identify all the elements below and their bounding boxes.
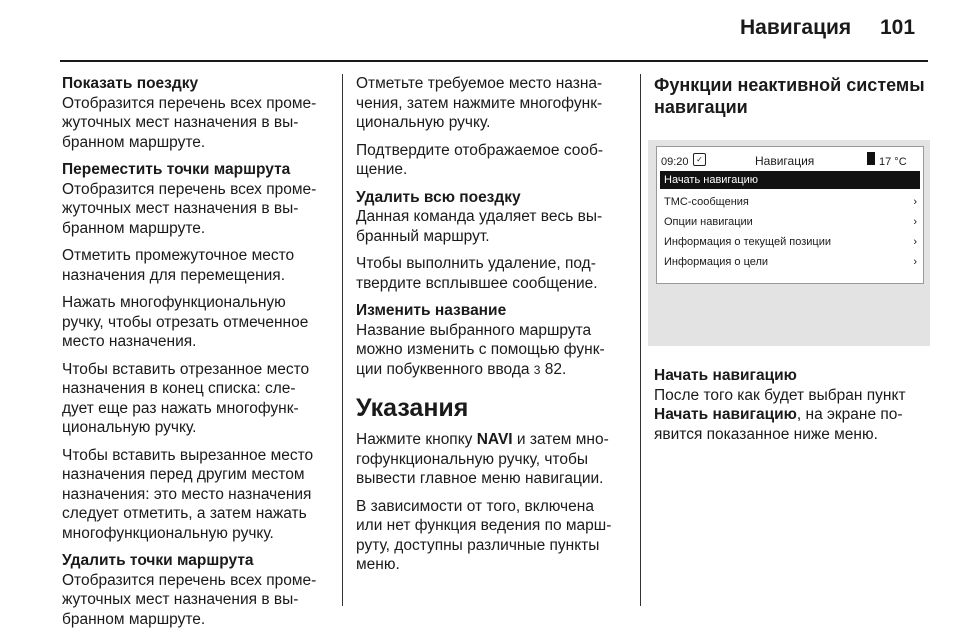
paragraph-text: Чтобы вставить отрезанное место назначения в конец списка: сле- дует еще раз нажать многофунк- циональную ручку. <box>62 360 310 436</box>
column-1 <box>62 74 332 637</box>
paragraph-text: Данная команда удаляет весь вы- бранный маршрут. <box>356 208 603 245</box>
paragraph <box>62 446 332 544</box>
paragraph-text: , на экране по- явится показанное ниже меню. <box>654 406 903 443</box>
menu-item[interactable] <box>664 254 917 270</box>
subheading: Удалить точки маршрута <box>62 552 254 569</box>
chevron-right-icon: › <box>913 236 917 248</box>
column-2 <box>356 74 626 583</box>
navigation-status-icon: ✓ <box>693 153 706 166</box>
paragraph-text: После того как будет выбран пункт <box>654 386 906 404</box>
column-divider <box>640 74 641 606</box>
paragraph <box>654 366 934 444</box>
menu-item[interactable] <box>664 214 917 230</box>
menu-item-label: Опции навигации <box>664 216 753 228</box>
paragraph <box>62 74 332 152</box>
paragraph-text: Отобразится перечень всех проме- жуточных мест назначения в вы- бранном маршруте. <box>62 571 317 628</box>
menu-item-label: Информация о текущей позиции <box>664 236 832 248</box>
paragraph <box>62 293 332 352</box>
menu-item-label: ТМС-сообщения <box>664 196 749 208</box>
temperature: 17 °C <box>879 156 907 168</box>
chevron-right-icon: › <box>913 256 917 268</box>
paragraph-text: Отметить промежуточное место назначения для перемещения. <box>62 247 295 284</box>
paragraph <box>62 160 332 238</box>
menu-item[interactable] <box>664 234 917 250</box>
subheading: Изменить название <box>356 302 507 319</box>
subheading: Переместить точки маршрута <box>62 161 291 178</box>
header-rule <box>60 60 928 62</box>
column-3 <box>654 74 934 452</box>
paragraph-text: Чтобы вставить вырезанное место назначения перед другим местом назначения: это место назначения следует отметить, а затем нажать многофункциональную ручку. <box>62 446 314 542</box>
page-reference: 82. <box>544 360 567 378</box>
paragraph: В зависимости от того, включена или нет функция ведения по марш- руту, доступны различные пункты меню. <box>356 497 612 573</box>
paragraph <box>62 246 332 285</box>
menu-option-label: Начать навигацию <box>654 406 797 423</box>
paragraph-text: и затем мно- гофункциональную ручку, чтобы вывести главное меню навигации. <box>356 431 609 487</box>
paragraph <box>62 360 332 438</box>
paragraph: Подтвердите отображаемое сооб- щение. <box>356 141 604 178</box>
header-title: Навигация <box>740 16 852 39</box>
paragraph-text: Отобразится перечень всех проме- жуточных мест назначения в вы- бранном маршруте. <box>62 180 317 237</box>
section-title: Указания <box>356 394 469 422</box>
paragraph <box>356 301 626 380</box>
paragraph-text: Отобразится перечень всех проме- жуточных мест назначения в вы- бранном маршруте. <box>62 94 317 151</box>
phone-icon <box>867 152 875 165</box>
paragraph <box>356 188 626 247</box>
status-bar <box>661 151 919 167</box>
paragraph <box>62 551 332 629</box>
menu-item[interactable] <box>664 194 917 210</box>
chevron-right-icon: › <box>913 216 917 228</box>
paragraph-text: Нажать многофункциональную ручку, чтобы отрезать отмеченное место назначения. <box>62 294 309 350</box>
paragraph <box>356 430 626 489</box>
page-reference-icon: 3 <box>533 362 541 377</box>
subheading: Показать поездку <box>62 75 199 92</box>
column-divider <box>342 74 343 606</box>
menu-item-label: Информация о цели <box>664 256 769 268</box>
page-number: 101 <box>880 16 916 39</box>
subheading: Удалить всю поездку <box>356 188 521 206</box>
block-title: Функции неактивной системы навигации <box>654 75 925 117</box>
display-screen <box>656 146 924 284</box>
paragraph: Чтобы выполнить удаление, под- твердите всплывшее сообщение. <box>356 255 598 292</box>
screen-illustration <box>648 140 930 346</box>
clock-time: 09:20 <box>661 156 689 168</box>
screen-title: Навигация <box>755 154 815 168</box>
paragraph: Отметьте требуемое место назна- чения, затем нажмите многофунк- циональную ручку. <box>356 75 603 131</box>
chevron-right-icon: › <box>913 196 917 208</box>
menu-item-selected[interactable]: Начать навигацию <box>660 171 920 189</box>
navi-key-label: NAVI <box>476 431 513 448</box>
paragraph-text: Название выбранного маршрута можно изменить с помощью функ- ции побуквенного ввода <box>356 321 605 378</box>
paragraph-text: Нажмите кнопку <box>356 431 477 448</box>
subheading: Начать навигацию <box>654 367 797 384</box>
